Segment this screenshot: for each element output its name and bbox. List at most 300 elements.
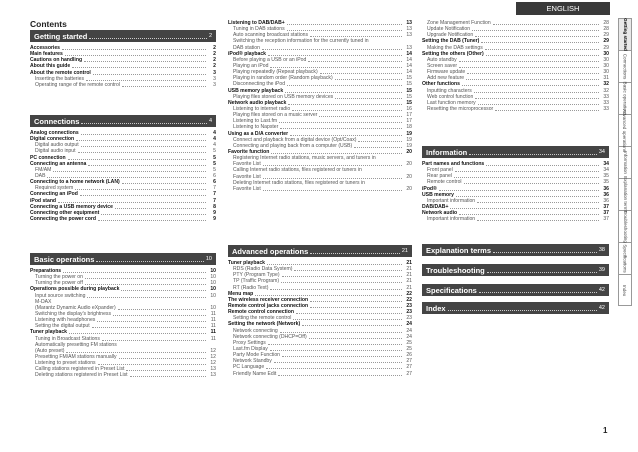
toc-entry-label: PC Language: [233, 364, 265, 371]
toc-entry-page: 10: [210, 280, 216, 287]
toc-entry-label: Presetting FM/AM stations manually: [35, 353, 117, 360]
dot-leader: [320, 69, 402, 74]
toc-entry-label: Front panel: [427, 167, 453, 174]
section-header-page: 42: [598, 305, 605, 311]
toc-entry-label: Add new feature: [427, 75, 465, 82]
section-header[interactable]: [422, 302, 609, 314]
toc-entry-label: Last.fm Display: [233, 345, 268, 352]
dot-leader: [267, 260, 402, 265]
dot-leader: [474, 88, 599, 93]
toc-entry-page: 21: [406, 278, 412, 285]
toc-entry-label: Favorite List: [233, 161, 261, 168]
toc-entry-label: Listening to DAB/DAB+: [228, 20, 285, 26]
dot-leader: [285, 88, 402, 93]
dot-leader: [486, 51, 599, 56]
section-header-page: 34: [598, 149, 605, 155]
toc-entry-label: Network audio: [422, 210, 458, 217]
section-header[interactable]: [30, 30, 216, 42]
dot-leader: [354, 143, 402, 148]
toc-entry-label: DAB/DAB+: [422, 203, 449, 210]
dot-leader: [263, 174, 402, 179]
toc-entry-page: 34: [603, 167, 609, 174]
toc-entry-page: 15: [406, 93, 412, 100]
section-header-title: Index: [426, 303, 446, 313]
toc-entry-page: 30: [603, 56, 609, 63]
toc-entry-page: 34: [603, 161, 609, 167]
toc-entry-page: 23: [406, 315, 412, 322]
side-tab-label: Getting started: [622, 18, 628, 51]
toc-entry-label: Firmware update: [427, 69, 466, 76]
dot-leader: [87, 293, 206, 298]
toc-entry-label: DAB: [35, 172, 46, 179]
toc-entry-label: Rear panel: [427, 173, 452, 180]
side-tab[interactable]: [618, 108, 632, 153]
toc-entry-page: 8: [213, 203, 216, 210]
dot-leader: [62, 45, 206, 50]
toc-entry-label: RT (Radio Text): [233, 284, 269, 291]
toc-entry-page: 28: [603, 20, 609, 26]
dot-leader: [279, 118, 402, 123]
dot-leader: [81, 142, 206, 147]
dot-leader: [469, 149, 597, 155]
dot-leader: [270, 285, 402, 290]
section-side-tabs: [618, 18, 632, 306]
toc-entry-page: 29: [603, 44, 609, 51]
toc-entry-page: 10: [210, 268, 216, 274]
toc-entry-label: Proxy Settings: [233, 339, 266, 346]
section-header-title: Troubleshooting: [426, 265, 485, 275]
section-header-title: Explanation terms: [426, 245, 492, 255]
dot-leader: [288, 100, 402, 105]
toc-entry-label: Important information: [427, 216, 476, 223]
toc-subentry[interactable]: [228, 186, 412, 192]
toc-entry-label: Turning the power on: [35, 274, 83, 281]
toc-entry-page: 37: [603, 216, 609, 223]
dot-leader: [309, 334, 402, 339]
toc-entry-page: 23: [406, 309, 412, 316]
side-tab[interactable]: [618, 50, 632, 82]
toc-entry-page: 28: [603, 26, 609, 33]
toc-entry-label: Network connecting (DHCP=Off): [233, 333, 307, 340]
toc-entry-page: 4: [213, 142, 216, 149]
toc-entry-label: Remote control: [427, 179, 462, 186]
dot-leader: [75, 185, 206, 190]
toc-entry-label: (Auto preset): [35, 347, 65, 354]
toc-entry-page: 2: [213, 57, 216, 64]
toc-entry-page: 10: [210, 274, 216, 281]
toc-entry-label: Registering Internet radio stations, music servers, and tuners in: [233, 155, 376, 162]
dot-leader: [486, 161, 599, 166]
toc-entry-label: Operations possible during playback: [30, 286, 120, 293]
toc-entry-page: 11: [210, 323, 216, 330]
dot-leader: [280, 124, 402, 129]
toc-entry-page: 25: [406, 339, 412, 346]
toc-entry-label: Favorite List: [233, 173, 261, 180]
toc-entry-label: Making the DAB settings: [427, 44, 483, 51]
toc-entry-page: 33: [603, 99, 609, 106]
dot-leader: [478, 100, 599, 105]
dot-leader: [81, 118, 207, 124]
dot-leader: [72, 63, 206, 68]
toc-entry-page: 29: [603, 38, 609, 45]
dot-leader: [455, 167, 599, 172]
dot-leader: [481, 38, 599, 43]
dot-leader: [266, 364, 402, 369]
toc-entry-label: Listening with headphones: [35, 317, 96, 324]
section-header-page: 38: [598, 247, 605, 253]
toc-entry-page: 19: [406, 136, 412, 143]
toc-entry-page: 14: [406, 56, 412, 63]
dot-leader: [477, 216, 599, 221]
dot-leader: [271, 149, 402, 154]
toc-entry-page: 9: [213, 209, 216, 216]
dot-leader: [98, 216, 206, 221]
toc-entry-label: Connecting an iPod: [30, 191, 78, 198]
toc-entry-label: Party Mode Function: [233, 352, 280, 359]
dot-leader: [65, 51, 206, 56]
toc-entry-label: Other functions: [422, 81, 460, 88]
toc-entry-label: Listening to internet radio: [233, 105, 291, 112]
dot-leader: [115, 204, 206, 209]
dot-leader: [92, 323, 206, 328]
toc-entry-label: Deleting Internet radio stations, files registered or tuners in: [233, 179, 365, 186]
page-number: 1: [603, 426, 608, 435]
dot-leader: [122, 179, 206, 184]
dot-leader: [58, 198, 206, 203]
toc-entry-page: 21: [406, 266, 412, 273]
toc-entry-page: 27: [406, 370, 412, 377]
dot-leader: [268, 51, 402, 56]
dot-leader: [130, 372, 206, 377]
toc-subentry[interactable]: [30, 82, 216, 88]
toc-entry-page: 36: [603, 191, 609, 198]
toc-entry-page: 36: [603, 197, 609, 204]
toc-entry-page: 27: [406, 364, 412, 371]
side-tab[interactable]: [618, 242, 632, 274]
toc-entry-list: [30, 268, 216, 379]
section-header-page: 42: [598, 287, 605, 293]
toc-entry-label: Auto scanning broadcast stations: [233, 32, 309, 39]
dot-leader: [493, 247, 597, 253]
dot-leader: [263, 186, 402, 191]
dot-leader: [98, 360, 206, 365]
toc-entry-label: Update Notification: [427, 26, 471, 33]
dot-leader: [450, 204, 599, 209]
toc-entry-page: 31: [603, 75, 609, 82]
dot-leader: [118, 305, 206, 310]
toc-subentry[interactable]: [422, 106, 609, 112]
dot-leader: [255, 291, 402, 296]
toc-entry-page: 24: [406, 333, 412, 340]
toc-entry-label: Digital audio output: [35, 142, 79, 149]
toc-entry-label: Playing repeatedly (Repeat playback): [233, 69, 318, 76]
toc-entry-label: Cautions on handling: [30, 57, 83, 64]
toc-entry-label: Deleting stations registered in Preset List: [35, 372, 128, 379]
toc-entry-label: M-DAX: [35, 298, 52, 305]
toc-entry-page: 20: [406, 185, 412, 192]
dot-leader: [85, 280, 206, 285]
dot-leader: [296, 309, 402, 314]
dot-leader: [466, 75, 599, 80]
toc-entry-label: Using as a D/A converter: [228, 130, 289, 137]
toc-subentry[interactable]: [30, 372, 216, 378]
dot-leader: [86, 76, 206, 81]
dot-leader: [121, 286, 206, 291]
dot-leader: [292, 106, 402, 111]
toc-entry-label: iPod® playback: [228, 50, 267, 57]
dot-leader: [335, 94, 402, 99]
side-tab-label: Basic operations: [622, 81, 628, 116]
dot-leader: [454, 173, 599, 178]
toc-entry-label: Setting the remote control: [233, 315, 292, 322]
toc-entry-page: 14: [406, 69, 412, 76]
section-header[interactable]: [30, 253, 216, 265]
dot-leader: [262, 45, 402, 50]
dot-leader: [113, 311, 206, 316]
toc-entry-page: 13: [406, 26, 412, 33]
toc-entry-label: Tuning in DAB stations: [233, 26, 285, 33]
section-header-title: Specifications: [426, 285, 477, 295]
toc-entry-page: 25: [406, 345, 412, 352]
toc-entry-page: 13: [210, 372, 216, 379]
side-tab[interactable]: [618, 210, 632, 242]
toc-entry-label: Setting the others (Other): [422, 50, 484, 57]
toc-entry-page: 29: [603, 32, 609, 39]
dot-leader: [467, 69, 599, 74]
toc-entry-label: Setting the DAB (Tuner): [422, 38, 480, 45]
toc-entry-page: 6: [213, 172, 216, 179]
toc-entry-page: 7: [213, 191, 216, 198]
toc-entry-page: 10: [210, 304, 216, 311]
dot-leader: [270, 63, 402, 68]
language-badge: ENGLISH: [516, 2, 610, 15]
toc-entry-label: Input source switching: [35, 292, 86, 299]
dot-leader: [122, 82, 206, 87]
dot-leader: [69, 329, 206, 334]
toc-entry-label: TP (Traffic Program): [233, 278, 280, 285]
toc-entry-page: 5: [213, 160, 216, 167]
toc-entry-page: 32: [603, 87, 609, 94]
dot-leader: [459, 63, 599, 68]
dot-leader: [119, 354, 206, 359]
toc-entry-label: Digital audio input: [35, 148, 76, 155]
toc-entry-label: Playing in random order (Random playback): [233, 75, 333, 82]
toc-entry-page: 30: [603, 69, 609, 76]
toc-entry-page: 20: [406, 148, 412, 155]
toc-entry-page: 2: [213, 45, 216, 51]
dot-leader: [102, 336, 206, 341]
section-header[interactable]: [228, 245, 412, 257]
side-tab-label: Advanced operations: [622, 108, 628, 153]
toc-entry-page: 7: [213, 197, 216, 204]
dot-leader: [96, 256, 203, 262]
toc-entry-page: 11: [210, 329, 216, 336]
toc-entry-page: 21: [406, 272, 412, 279]
toc-entry-label: iPod stand: [30, 197, 57, 204]
toc-entry-label: Connecting a USB memory device: [30, 203, 113, 210]
toc-entry-page: 26: [406, 352, 412, 359]
toc-entry-label: DAB station: [233, 44, 260, 51]
section-header[interactable]: [422, 264, 609, 276]
dot-leader: [495, 106, 599, 111]
toc-subentry[interactable]: [228, 371, 412, 377]
section-header-page: 2: [208, 33, 212, 39]
toc-entry-label: (Marantz Dynamic Audio eXpander): [35, 304, 116, 311]
toc-entry-label: Setting the digital output: [35, 323, 90, 330]
toc-entry-page: 3: [213, 75, 216, 82]
toc-entry-label: PTY (Program Type): [233, 272, 280, 279]
toc-entry-label: Setting the network (Network): [228, 321, 301, 328]
dot-leader: [302, 321, 402, 326]
toc-entry-label: Before playing a USB or an iPod: [233, 56, 307, 63]
toc-entry-label: Switching the reception information for the currently tuned in: [233, 38, 369, 45]
toc-entry-page: 21: [406, 284, 412, 291]
toc-entry-page: 11: [210, 310, 216, 317]
toc-entry-label: Required system: [35, 185, 74, 192]
dot-leader: [282, 352, 402, 357]
toc-entry-label: Playing files stored on a music server: [233, 112, 318, 119]
section-header-page: 39: [598, 267, 605, 273]
section-header-title: Basic operations: [34, 254, 95, 264]
toc-entry-label: Playing files stored on USB memory devices: [233, 93, 334, 100]
section-header-title: Advanced operations: [232, 246, 309, 256]
side-tab[interactable]: [618, 274, 632, 306]
section-header[interactable]: [422, 244, 609, 256]
toc-entry-page: 13: [406, 32, 412, 39]
toc-entry-label: Inserting the batteries: [35, 75, 84, 82]
toc-entry-page: 35: [603, 179, 609, 186]
section-header[interactable]: [422, 146, 609, 158]
toc-entry-label: Zone Management Function: [427, 20, 491, 26]
toc-entry-label: The wireless receiver connection: [228, 296, 309, 303]
toc-entry-page: 18: [406, 124, 412, 131]
section-header-page: 21: [401, 248, 408, 254]
toc-entry-label: Disconnecting the iPod: [233, 81, 286, 88]
toc-entry-label: Listening to Napster: [233, 124, 279, 131]
dot-leader: [268, 340, 402, 345]
dot-leader: [456, 192, 599, 197]
toc-entry-label: Calling Internet radio stations, files registered or tuners in: [233, 167, 362, 174]
toc-entry-label: About this guide: [30, 63, 71, 70]
toc-entry-page: 17: [406, 112, 412, 119]
dot-leader: [290, 131, 402, 136]
section-header[interactable]: [422, 284, 609, 296]
toc-entry-label: Playing an iPod: [233, 62, 269, 69]
dot-leader: [278, 371, 402, 376]
toc-entry-label: Network Standby: [233, 358, 272, 365]
dot-leader: [66, 348, 206, 353]
dot-leader: [335, 75, 402, 80]
dot-leader: [459, 57, 599, 62]
dot-leader: [78, 148, 207, 153]
toc-entry-page: 36: [603, 185, 609, 192]
dot-leader: [439, 186, 599, 191]
toc-entry-label: USB memory playback: [228, 87, 284, 94]
toc-entry-page: 19: [406, 130, 412, 137]
toc-entry-label: Main features: [30, 51, 63, 58]
toc-entry-page: 20: [406, 173, 412, 180]
toc-entry-page: 13: [406, 20, 412, 26]
toc-entry-label: Tuning in Broadcast Stations: [35, 335, 100, 342]
toc-entry-page: 10: [210, 286, 216, 293]
side-tab[interactable]: [618, 18, 632, 50]
toc-entry-page: 7: [213, 185, 216, 192]
toc-entry-label: Favorite List: [233, 185, 261, 192]
dot-leader: [475, 32, 599, 37]
dot-leader: [76, 136, 206, 141]
dot-leader: [310, 32, 402, 37]
dot-leader: [89, 33, 207, 39]
toc-entry-page: 33: [603, 93, 609, 100]
toc-entry-page: 30: [603, 50, 609, 57]
toc-entry-page: 10: [210, 292, 216, 299]
dot-leader: [464, 179, 599, 184]
toc-subentry[interactable]: [422, 216, 609, 222]
toc-entry-page: 13: [406, 44, 412, 51]
toc-entry-label: Accessories: [30, 45, 61, 51]
dot-leader: [485, 45, 599, 50]
toc-entry-page: 13: [210, 366, 216, 373]
dot-leader: [493, 20, 599, 25]
dot-leader: [93, 70, 206, 75]
dot-leader: [270, 346, 402, 351]
toc-entry-list: [422, 20, 609, 112]
dot-leader: [475, 94, 599, 99]
toc-entry-page: 5: [213, 148, 216, 155]
dot-leader: [282, 272, 402, 277]
toc-entry-page: 3: [213, 81, 216, 88]
toc-entry-label: Remote control jacks connection: [228, 302, 309, 309]
dot-leader: [472, 26, 599, 31]
toc-entry-label: iPod®: [422, 185, 437, 192]
toc-entry-page: 14: [406, 50, 412, 57]
toc-entry-list: [228, 20, 412, 192]
section-header[interactable]: [30, 115, 216, 127]
toc-entry-page: 23: [406, 302, 412, 309]
dot-leader: [97, 317, 206, 322]
toc-entry-page: 35: [603, 173, 609, 180]
toc-entry-label: Resetting the microprocessor: [427, 105, 494, 112]
toc-entry-label: Upgrade Notification: [427, 32, 474, 39]
dot-leader: [274, 358, 402, 363]
dot-leader: [80, 191, 206, 196]
dot-leader: [310, 297, 402, 302]
side-tab[interactable]: [618, 176, 632, 213]
dot-leader: [462, 81, 599, 86]
side-tab[interactable]: [618, 146, 632, 178]
toc-entry-label: Connect and playback from a digital device (Opt/Coax): [233, 136, 357, 143]
toc-entry-page: 15: [406, 99, 412, 106]
toc-entry-label: Favorite function: [228, 148, 270, 155]
toc-entry-label: USB memory: [422, 191, 454, 198]
toc-entry-label: Friendly Name Edit: [233, 370, 277, 377]
toc-entry-label: Tuner playback: [228, 260, 265, 266]
toc-entry-page: 21: [406, 260, 412, 266]
toc-entry[interactable]: [30, 216, 216, 222]
toc-entry-page: 12: [210, 353, 216, 360]
dot-leader: [81, 130, 206, 135]
toc-entry-page: 15: [406, 87, 412, 94]
toc-entry-label: Digital connection: [30, 136, 75, 143]
dot-leader: [310, 303, 402, 308]
toc-entry-page: 12: [210, 360, 216, 367]
toc-entry-page: 17: [406, 118, 412, 125]
toc-entry-label: Listening to preset stations: [35, 360, 96, 367]
dot-leader: [287, 26, 402, 31]
toc-entry-page: 16: [406, 105, 412, 112]
dot-leader: [84, 57, 206, 62]
side-tab-label: Information: [622, 151, 628, 174]
